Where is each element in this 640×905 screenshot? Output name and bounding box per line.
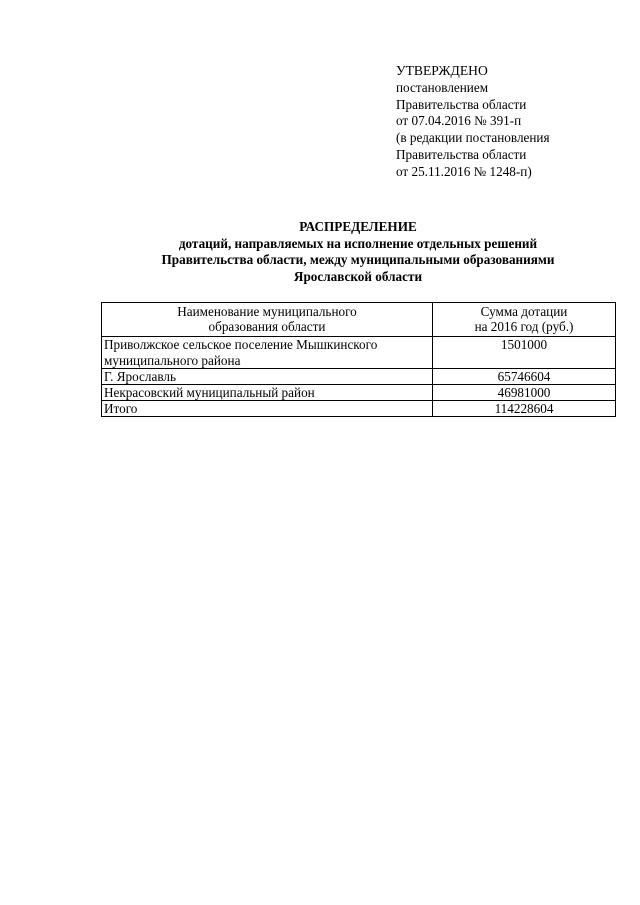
row-municipality-name: Приволжское сельское поселение Мышкинского муниципального района — [102, 337, 433, 368]
approval-stamp — [396, 63, 626, 181]
approval-line: от 07.04.2016 № 391-п — [396, 113, 522, 129]
table-total-row — [102, 401, 616, 417]
total-label: Итого — [102, 401, 433, 417]
approval-line: от 25.11.2016 № 1248-п) — [396, 163, 532, 179]
table-row — [102, 368, 616, 384]
table-row — [102, 337, 616, 368]
document-title: РАСПРЕДЕЛЕНИЕ — [299, 219, 417, 234]
header-municipality-line: образования области — [208, 319, 326, 335]
table-row — [102, 385, 616, 401]
header-municipality-line: Наименование муниципального — [177, 304, 357, 319]
row-municipality-name: Некрасовский муниципальный район — [102, 385, 433, 401]
header-sum-line: на 2016 год (руб.) — [474, 319, 574, 335]
document-subtitle-line: дотаций, направляемых на исполнение отдельных решений — [178, 235, 538, 251]
header-sum — [433, 303, 616, 337]
approval-line: Правительства области — [396, 146, 527, 162]
row-sum: 46981000 — [433, 385, 616, 401]
header-municipality — [102, 303, 433, 337]
document-heading — [100, 219, 616, 285]
header-sum-line: Сумма дотации — [480, 304, 568, 319]
approval-line: (в редакции постановления — [396, 130, 550, 146]
row-sum: 65746604 — [433, 368, 616, 384]
document-subtitle-line: Правительства области, между муниципальными образованиями — [161, 252, 555, 268]
table-header-row — [102, 303, 616, 337]
row-sum: 1501000 — [433, 337, 616, 368]
approval-title: УТВЕРЖДЕНО — [396, 63, 488, 78]
document-subtitle-line: Ярославской области — [293, 268, 423, 284]
approval-line: постановлением — [396, 79, 489, 95]
approval-line: Правительства области — [396, 96, 527, 112]
total-sum: 114228604 — [433, 401, 616, 417]
distribution-table — [101, 302, 616, 417]
row-municipality-name: Г. Ярославль — [102, 368, 433, 384]
